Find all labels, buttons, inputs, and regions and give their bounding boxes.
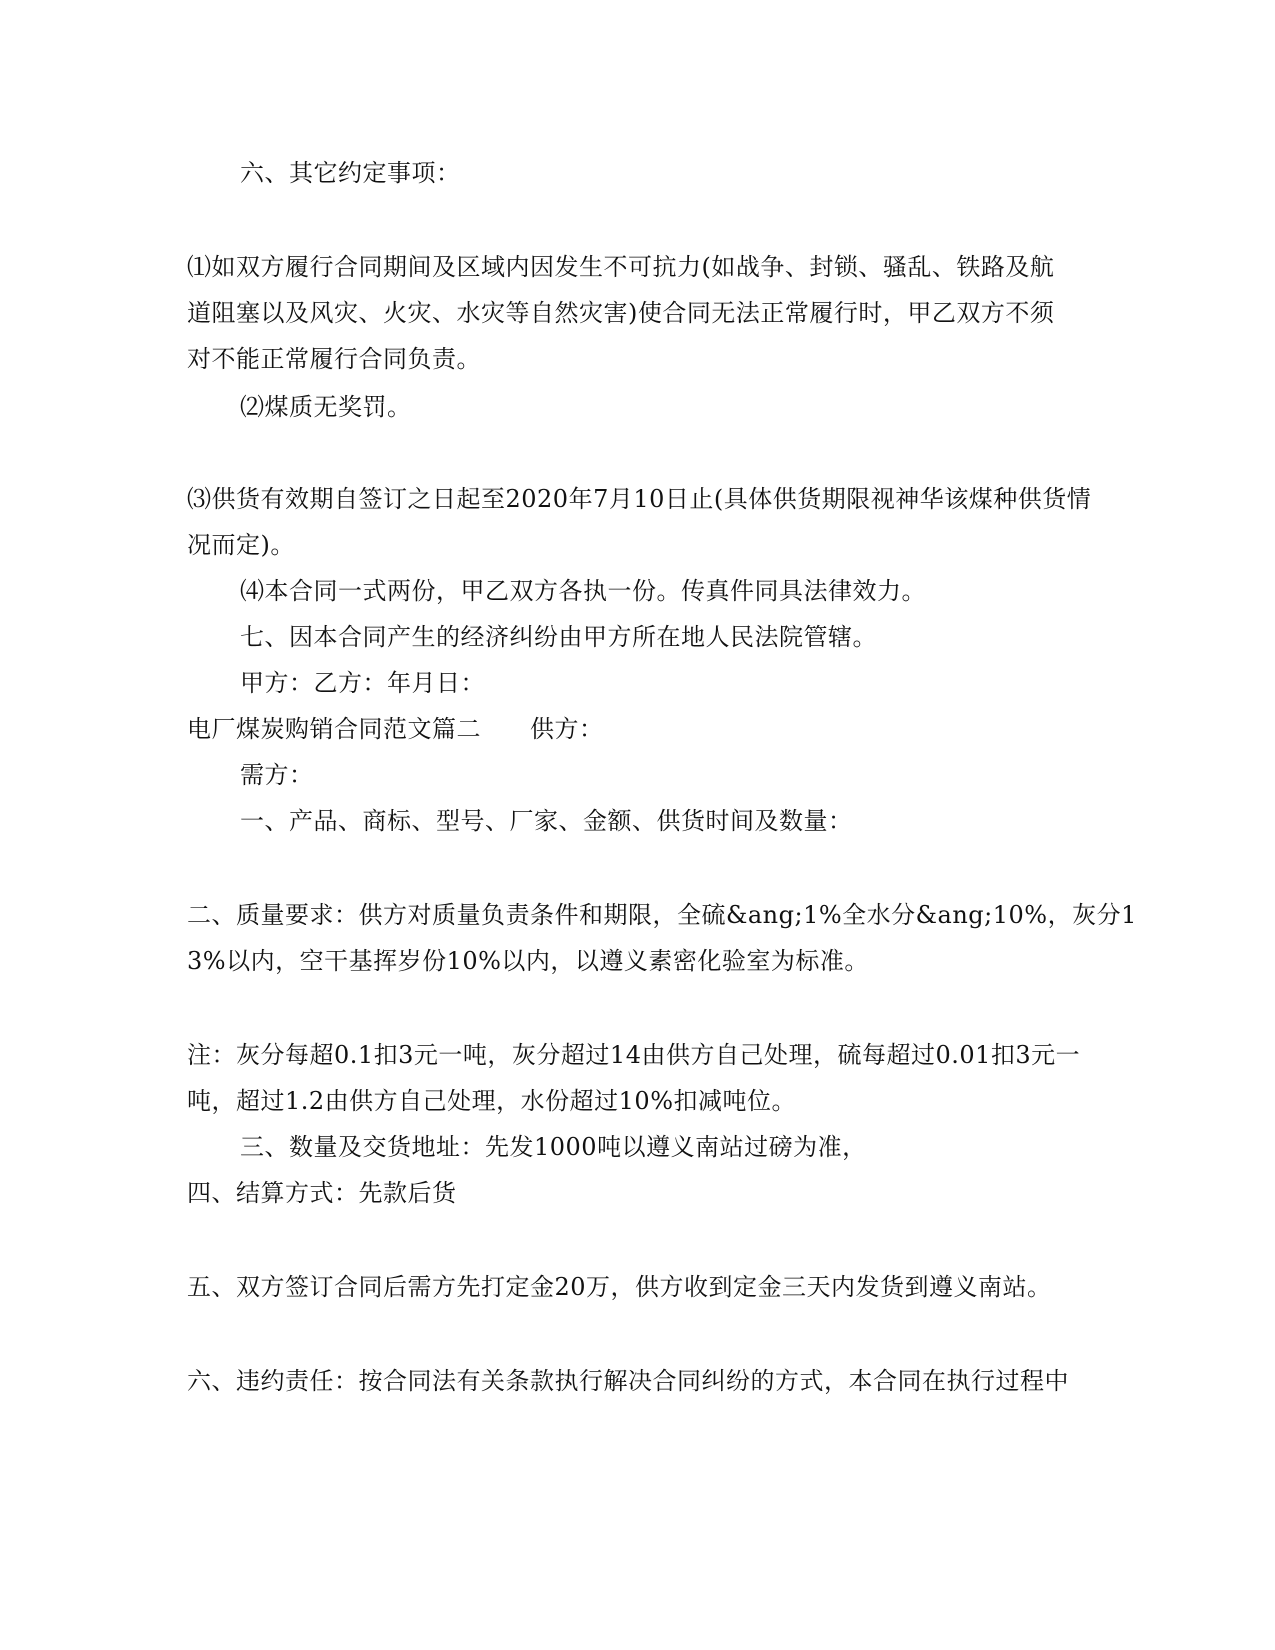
section-six-heading: 六、其它约定事项： (240, 159, 461, 187)
item-two-line-2: 3%以内，空干基挥岁份10%以内，以遵义素密化验室为标准。 (187, 947, 869, 975)
item-four: 四、结算方式：先款后货 (187, 1179, 457, 1207)
signature-line: 甲方：乙方：年月日： (240, 669, 485, 697)
clause-4: ⑷本合同一式两份，甲乙双方各执一份。传真件同具法律效力。 (240, 577, 926, 605)
section-seven: 七、因本合同产生的经济纠纷由甲方所在地人民法院管辖。 (240, 623, 877, 651)
item-three: 三、数量及交货地址：先发1000吨以遵义南站过磅为准， (240, 1133, 867, 1161)
contract-two-title: 电厂煤炭购销合同范文篇二 供方： (187, 715, 604, 743)
clause-3-line-2: 况而定)。 (187, 531, 295, 559)
buyer-label: 需方： (240, 761, 314, 789)
item-five: 五、双方签订合同后需方先打定金20万，供方收到定金三天内发货到遵义南站。 (187, 1273, 1052, 1301)
clause-1-line-2: 道阻塞以及风灾、火灾、水灾等自然灾害)使合同无法正常履行时，甲乙双方不须 (187, 299, 1055, 327)
item-two-line-1: 二、质量要求：供方对质量负责条件和期限，全硫&ang;1%全水分&ang;10%，灰分1 (187, 901, 1137, 929)
item-six: 六、违约责任：按合同法有关条款执行解决合同纠纷的方式，本合同在执行过程中 (187, 1367, 1069, 1395)
item-one-heading: 一、产品、商标、型号、厂家、金额、供货时间及数量： (240, 807, 853, 835)
clause-2: ⑵煤质无奖罚。 (240, 393, 412, 421)
note-line-2: 吨，超过1.2由供方自己处理，水份超过10%扣减吨位。 (187, 1087, 797, 1115)
clause-1-line-3: 对不能正常履行合同负责。 (187, 345, 481, 373)
note-line-1: 注：灰分每超0.1扣3元一吨，灰分超过14由供方自己处理，硫每超过0.01扣3元一 (187, 1041, 1081, 1069)
clause-1-line-1: ⑴如双方履行合同期间及区域内因发生不可抗力(如战争、封锁、骚乱、铁路及航 (187, 253, 1055, 281)
clause-3-line-1: ⑶供货有效期自签订之日起至2020年7月10日止(具体供货期限视神华该煤种供货情 (187, 485, 1092, 513)
